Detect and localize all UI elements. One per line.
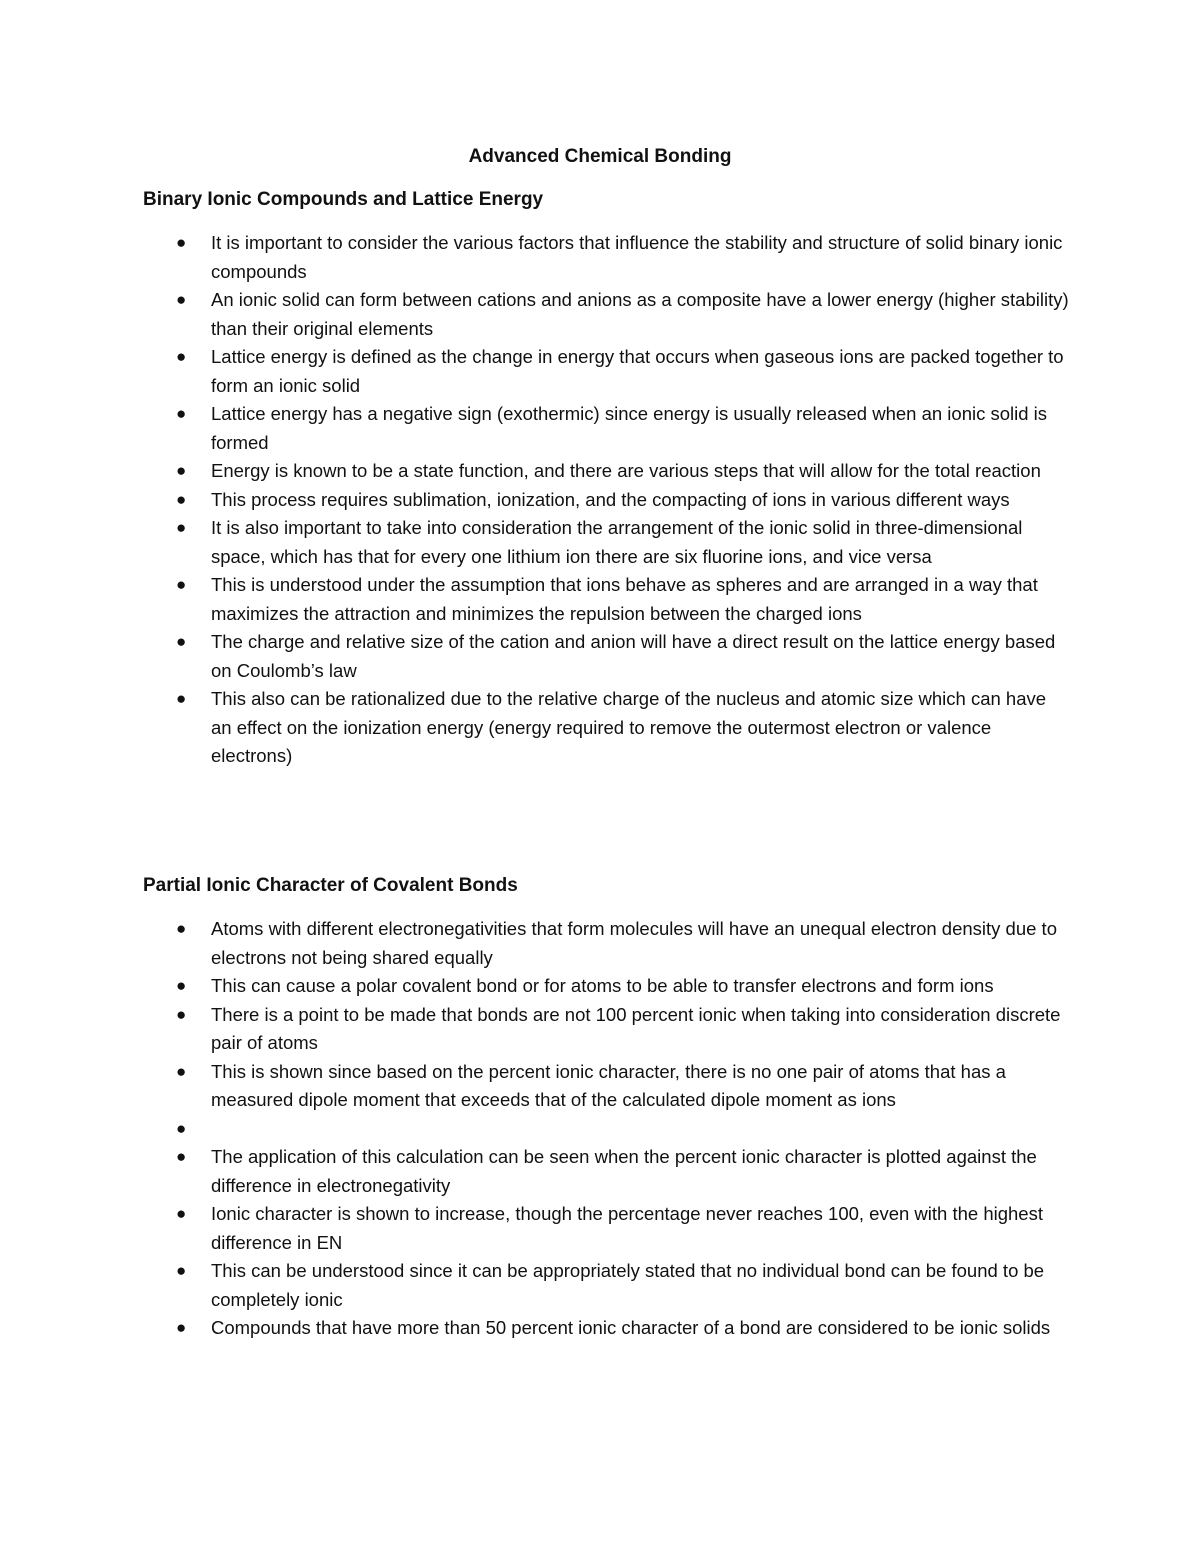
list-item <box>0 571 1071 628</box>
section-heading: Partial Ionic Character of Covalent Bonds <box>143 875 518 896</box>
list-item-text: Compounds that have more than 50 percent ionic character of a bond are considered to be ionic solids <box>211 1317 1051 1338</box>
list-item <box>0 1257 1071 1314</box>
list-item-text: It is important to consider the various factors that influence the stability and structure of solid binary ionic compounds <box>211 232 1063 282</box>
bullet-icon: ● <box>176 290 187 309</box>
list-item-text: The charge and relative size of the cation and anion will have a direct result on the lattice energy based on Coulomb’s law <box>211 631 1056 681</box>
list-item <box>0 514 1071 571</box>
list-item-text: This also can be rationalized due to the relative charge of the nucleus and atomic size which can have an effect on the ionization energy (energy required to remove the outermost electron or valence electrons) <box>211 688 1047 766</box>
list-item <box>0 457 1071 486</box>
section-heading: Binary Ionic Compounds and Lattice Energy <box>143 189 544 210</box>
list-item <box>0 1058 1071 1115</box>
list-item-text: Atoms with different electronegativities that form molecules will have an unequal electron density due to electrons not being shared equally <box>211 918 1057 968</box>
list-item <box>0 628 1071 685</box>
bullet-icon: ● <box>176 1318 187 1337</box>
list-item-text: Ionic character is shown to increase, though the percentage never reaches 100, even with the highest difference in EN <box>211 1203 1043 1253</box>
list-item <box>0 685 1071 771</box>
bullet-icon: ● <box>176 1204 187 1223</box>
bullet-icon: ● <box>176 518 187 537</box>
list-item-text: This is shown since based on the percent ionic character, there is no one pair of atoms that has a measured dipole moment that exceeds that of the calculated dipole moment as ions <box>211 1060 1006 1110</box>
list-item <box>0 915 1071 972</box>
bullet-icon: ● <box>176 489 187 509</box>
list-item <box>0 343 1071 400</box>
list-item-text: Lattice energy has a negative sign (exothermic) since energy is usually released when an ionic solid is formed <box>211 403 1048 453</box>
bullet-list <box>0 229 1200 771</box>
bullet-list <box>0 915 1200 1343</box>
list-item <box>0 1001 1071 1058</box>
list-item-text: This process requires sublimation, ionization, and the compacting of ions in various different ways <box>211 488 1010 510</box>
list-item-text: It is also important to take into consideration the arrangement of the ionic solid in three-dimensional space, which has that for every one lithium ion there are six fluorine ions, and vice versa <box>211 517 1023 567</box>
bullet-icon: ● <box>176 919 187 938</box>
list-item <box>0 1200 1071 1257</box>
bullet-icon: ● <box>176 1147 187 1166</box>
bullet-icon: ● <box>176 976 187 995</box>
bullet-icon: ● <box>176 404 187 423</box>
list-item <box>0 1115 1071 1144</box>
bullet-icon: ● <box>176 233 187 252</box>
list-item <box>0 972 1071 1001</box>
list-item-text: This can cause a polar covalent bond or for atoms to be able to transfer electrons and form ions <box>211 975 994 996</box>
page-title: Advanced Chemical Bonding <box>468 146 732 167</box>
list-item-text: There is a point to be made that bonds are not 100 percent ionic when taking into consideration discrete pair of atoms <box>211 1003 1061 1053</box>
list-item <box>0 1143 1071 1200</box>
list-item <box>0 486 1071 515</box>
bullet-icon: ● <box>176 689 187 708</box>
bullet-icon: ● <box>176 461 187 480</box>
bullet-icon: ● <box>176 1061 187 1081</box>
list-item <box>0 1314 1071 1343</box>
list-item <box>0 400 1071 457</box>
list-item <box>0 286 1071 343</box>
bullet-icon: ● <box>176 347 187 366</box>
list-item-text: Energy is known to be a state function, and there are various steps that will allow for the total reaction <box>211 460 1041 481</box>
list-item-text: This can be understood since it can be appropriately stated that no individual bond can be found to be completely ionic <box>211 1260 1045 1310</box>
list-item-text: This is understood under the assumption that ions behave as spheres and are arranged in a way that maximizes the attraction and minimizes the repulsion between the charged ions <box>211 574 1038 624</box>
list-item-text: The application of this calculation can be seen when the percent ionic character is plotted against the difference in electronegativity <box>211 1146 1037 1196</box>
bullet-icon: ● <box>176 575 187 594</box>
list-item-text: Lattice energy is defined as the change in energy that occurs when gaseous ions are packed together to form an ionic solid <box>211 346 1064 396</box>
bullet-icon: ● <box>176 1118 187 1138</box>
list-item <box>0 229 1071 286</box>
bullet-icon: ● <box>176 1261 187 1280</box>
bullet-icon: ● <box>176 632 187 651</box>
list-item-text: An ionic solid can form between cations and anions as a composite have a lower energy (higher stability) than their original elements <box>211 289 1069 339</box>
bullet-icon: ● <box>176 1004 187 1024</box>
